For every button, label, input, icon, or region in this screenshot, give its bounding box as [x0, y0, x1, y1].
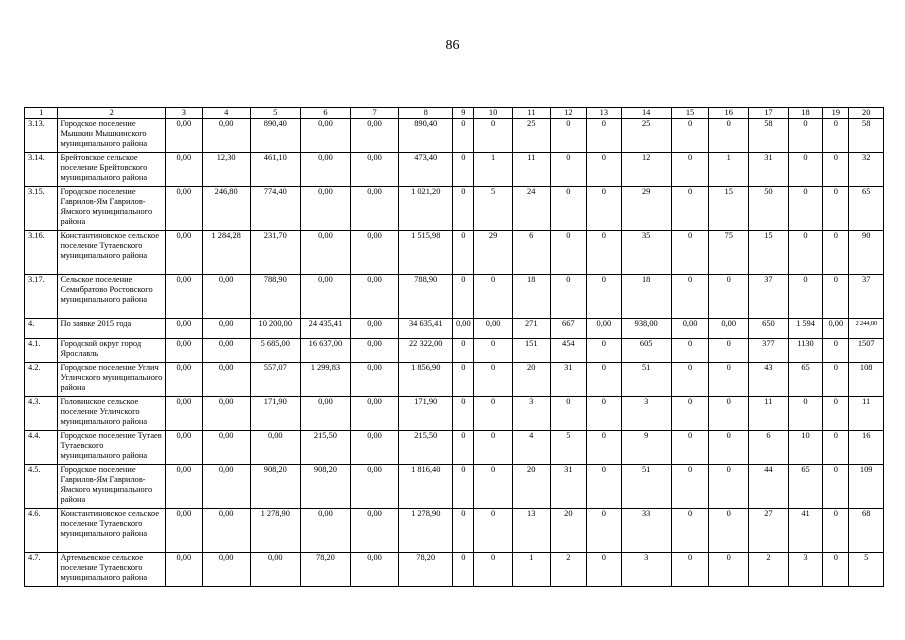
- table-cell: 0: [709, 465, 749, 509]
- table-cell: 0,00: [474, 319, 513, 339]
- table-cell: 0: [550, 231, 587, 275]
- table-cell: 16: [849, 431, 884, 465]
- table-cell: 6: [749, 431, 789, 465]
- table-cell: 0: [709, 363, 749, 397]
- table-cell: 0: [709, 275, 749, 319]
- table-cell: 0,00: [351, 153, 399, 187]
- table-cell: 29: [621, 187, 671, 231]
- table-cell: 0: [788, 397, 822, 431]
- header-row: [25, 108, 884, 119]
- table-cell: 0: [474, 465, 513, 509]
- table-cell: 37: [749, 275, 789, 319]
- row-number: 4.: [25, 319, 58, 339]
- table-cell: 2: [749, 553, 789, 587]
- table-cell: 58: [849, 119, 884, 153]
- table-cell: 2 244,00: [849, 319, 884, 339]
- table-cell: 31: [550, 465, 587, 509]
- table-cell: 215,50: [300, 431, 350, 465]
- table-cell: 20: [512, 363, 550, 397]
- settlement-name: Городское поселение Мышкин Мышкинского муниципального района: [58, 119, 166, 153]
- table-row: [25, 465, 884, 509]
- column-header: 18: [788, 108, 822, 119]
- table-cell: 0,00: [202, 339, 250, 363]
- table-cell: 0: [788, 275, 822, 319]
- table-row: [25, 187, 884, 231]
- table-cell: 0,00: [250, 431, 300, 465]
- table-cell: 0: [453, 153, 474, 187]
- table-cell: 0,00: [166, 275, 203, 319]
- table-row: [25, 153, 884, 187]
- table-cell: 377: [749, 339, 789, 363]
- settlement-name: Артемьевское сельское поселение Тутаевского муниципального района: [58, 553, 166, 587]
- table-cell: 0: [587, 275, 621, 319]
- table-cell: 0: [823, 275, 849, 319]
- table-row: [25, 553, 884, 587]
- table-cell: 75: [709, 231, 749, 275]
- table-cell: 0: [671, 339, 709, 363]
- table-cell: 0,00: [166, 553, 203, 587]
- table-cell: 2: [550, 553, 587, 587]
- table-cell: 0: [453, 339, 474, 363]
- table-cell: 37: [849, 275, 884, 319]
- settlement-name: Городское поселение Тутаев Тутаевского муниципального района: [58, 431, 166, 465]
- table-cell: 0: [550, 153, 587, 187]
- table-cell: 171,90: [250, 397, 300, 431]
- table-cell: 0,00: [351, 319, 399, 339]
- table-cell: 0,00: [709, 319, 749, 339]
- table-row: [25, 431, 884, 465]
- table-cell: 908,20: [300, 465, 350, 509]
- table-cell: 0,00: [166, 431, 203, 465]
- table-cell: 0,00: [166, 339, 203, 363]
- table-cell: 5: [474, 187, 513, 231]
- column-header: 5: [250, 108, 300, 119]
- table-cell: 0,00: [351, 397, 399, 431]
- table-row: [25, 509, 884, 553]
- table-cell: 78,20: [399, 553, 453, 587]
- table-cell: 0: [671, 509, 709, 553]
- table-cell: 0: [453, 187, 474, 231]
- settlement-name: Городской округ город Ярославль: [58, 339, 166, 363]
- table-cell: 1 278,90: [250, 509, 300, 553]
- table-cell: 0,00: [202, 319, 250, 339]
- table-cell: 0: [671, 363, 709, 397]
- settlement-name: Сельское поселение Семибратово Ростовского муниципального района: [58, 275, 166, 319]
- table-cell: 1 515,98: [399, 231, 453, 275]
- table-cell: 0: [453, 119, 474, 153]
- table-cell: 0: [709, 509, 749, 553]
- table-row: [25, 339, 884, 363]
- settlement-name: Головинское сельское поселение Угличского муниципального района: [58, 397, 166, 431]
- column-header: 17: [749, 108, 789, 119]
- row-number: 4.5.: [25, 465, 58, 509]
- table-cell: 1 594: [788, 319, 822, 339]
- table-cell: 0,00: [166, 465, 203, 509]
- table-row: [25, 397, 884, 431]
- table-cell: 0,00: [351, 275, 399, 319]
- table-cell: 0,00: [202, 431, 250, 465]
- table-cell: 246,80: [202, 187, 250, 231]
- row-number: 4.1.: [25, 339, 58, 363]
- table-cell: 0: [709, 397, 749, 431]
- row-number: 3.17.: [25, 275, 58, 319]
- page-number: 86: [445, 38, 460, 53]
- column-header: 7: [351, 108, 399, 119]
- table-cell: 0: [474, 431, 513, 465]
- table-cell: 0,00: [166, 509, 203, 553]
- table-cell: 0: [587, 509, 621, 553]
- table-cell: 65: [788, 363, 822, 397]
- table-cell: 0,00: [202, 119, 250, 153]
- table-cell: 1507: [849, 339, 884, 363]
- table-cell: 9: [621, 431, 671, 465]
- table-cell: 667: [550, 319, 587, 339]
- table-cell: 4: [512, 431, 550, 465]
- table-cell: 0,00: [453, 319, 474, 339]
- table-cell: 0,00: [202, 275, 250, 319]
- table-cell: 0: [709, 431, 749, 465]
- table-cell: 0: [474, 363, 513, 397]
- table-cell: 65: [849, 187, 884, 231]
- table-cell: 0: [671, 231, 709, 275]
- table-cell: 0: [671, 187, 709, 231]
- table-cell: 0: [550, 397, 587, 431]
- table-cell: 557,07: [250, 363, 300, 397]
- table-cell: 0: [474, 339, 513, 363]
- table-cell: 20: [512, 465, 550, 509]
- table-cell: 1 816,40: [399, 465, 453, 509]
- table-cell: 0: [587, 363, 621, 397]
- table-cell: 0: [587, 397, 621, 431]
- table-cell: 31: [749, 153, 789, 187]
- table-cell: 774,40: [250, 187, 300, 231]
- table-cell: 0: [671, 431, 709, 465]
- settlement-name: Константиновское сельское поселение Тутаевского муниципального района: [58, 509, 166, 553]
- table-row: [25, 319, 884, 339]
- column-header: 3: [166, 108, 203, 119]
- table-cell: 51: [621, 363, 671, 397]
- column-header: 12: [550, 108, 587, 119]
- table-cell: 0: [587, 119, 621, 153]
- table-cell: 0: [587, 187, 621, 231]
- table-cell: 22 322,00: [399, 339, 453, 363]
- table-cell: 34 635,41: [399, 319, 453, 339]
- table-cell: 0: [474, 509, 513, 553]
- table-cell: 68: [849, 509, 884, 553]
- table-cell: 18: [621, 275, 671, 319]
- table-cell: 65: [788, 465, 822, 509]
- table-cell: 0: [671, 553, 709, 587]
- table-cell: 0: [671, 465, 709, 509]
- column-header: 4: [202, 108, 250, 119]
- table-cell: 1130: [788, 339, 822, 363]
- column-header: 13: [587, 108, 621, 119]
- table-cell: 0: [587, 553, 621, 587]
- table-cell: 231,70: [250, 231, 300, 275]
- column-header: 1: [25, 108, 58, 119]
- table-cell: 15: [749, 231, 789, 275]
- table-cell: 0: [453, 509, 474, 553]
- table-cell: 10 200,00: [250, 319, 300, 339]
- table-cell: 25: [512, 119, 550, 153]
- table-cell: 461,10: [250, 153, 300, 187]
- table-cell: 0: [823, 119, 849, 153]
- table-cell: 1: [512, 553, 550, 587]
- table-cell: 0,00: [166, 119, 203, 153]
- table-cell: 0: [823, 431, 849, 465]
- table-cell: 5: [849, 553, 884, 587]
- table-cell: 41: [788, 509, 822, 553]
- table-cell: 0,00: [351, 465, 399, 509]
- table-cell: 938,00: [621, 319, 671, 339]
- table-cell: 0: [453, 231, 474, 275]
- table-cell: 788,90: [399, 275, 453, 319]
- table-cell: 1 856,90: [399, 363, 453, 397]
- column-header: 20: [849, 108, 884, 119]
- table-cell: 0: [823, 509, 849, 553]
- table-cell: 0: [823, 153, 849, 187]
- table-cell: 0: [788, 231, 822, 275]
- table-cell: 0: [823, 187, 849, 231]
- column-header: 8: [399, 108, 453, 119]
- table-cell: 0,00: [351, 231, 399, 275]
- table-cell: 0,00: [166, 397, 203, 431]
- table-cell: 0,00: [166, 153, 203, 187]
- table-cell: 0,00: [202, 397, 250, 431]
- column-header: 14: [621, 108, 671, 119]
- table-cell: 271: [512, 319, 550, 339]
- table-cell: 0,00: [166, 319, 203, 339]
- table-cell: 16 637,00: [300, 339, 350, 363]
- table-cell: 0: [788, 119, 822, 153]
- table-cell: 35: [621, 231, 671, 275]
- row-number: 4.6.: [25, 509, 58, 553]
- table-cell: 0: [823, 465, 849, 509]
- table-cell: 0: [788, 187, 822, 231]
- table-cell: 0,00: [351, 187, 399, 231]
- table-cell: 0,00: [351, 119, 399, 153]
- table-cell: 0: [453, 397, 474, 431]
- table-cell: 0,00: [250, 553, 300, 587]
- table-cell: 5: [550, 431, 587, 465]
- table-cell: 0,00: [300, 509, 350, 553]
- table-cell: 31: [550, 363, 587, 397]
- table-cell: 0,00: [300, 119, 350, 153]
- table-cell: 10: [788, 431, 822, 465]
- table-cell: 0: [474, 275, 513, 319]
- table-cell: 0,00: [823, 319, 849, 339]
- table-cell: 0,00: [351, 553, 399, 587]
- table-cell: 650: [749, 319, 789, 339]
- settlement-name: Константиновское сельское поселение Тутаевского муниципального района: [58, 231, 166, 275]
- table-cell: 0: [709, 553, 749, 587]
- row-number: 4.3.: [25, 397, 58, 431]
- table-cell: 13: [512, 509, 550, 553]
- table-cell: 3: [621, 553, 671, 587]
- table-cell: 0,00: [166, 231, 203, 275]
- table-cell: 0,00: [351, 339, 399, 363]
- table-cell: 454: [550, 339, 587, 363]
- table-cell: 0: [474, 397, 513, 431]
- table-row: [25, 119, 884, 153]
- table-cell: 0,00: [300, 275, 350, 319]
- table-cell: 0: [550, 119, 587, 153]
- table-cell: 605: [621, 339, 671, 363]
- table-cell: 11: [512, 153, 550, 187]
- table-cell: 215,50: [399, 431, 453, 465]
- table-cell: 0,00: [671, 319, 709, 339]
- table-cell: 890,40: [250, 119, 300, 153]
- table-cell: 788,90: [250, 275, 300, 319]
- column-header: 16: [709, 108, 749, 119]
- table-cell: 0,00: [166, 363, 203, 397]
- row-number: 4.7.: [25, 553, 58, 587]
- table-cell: 0: [474, 553, 513, 587]
- settlement-name: Городское поселение Углич Угличского муниципального района: [58, 363, 166, 397]
- table-cell: 0: [453, 431, 474, 465]
- table-cell: 5 685,00: [250, 339, 300, 363]
- table-cell: 0: [823, 553, 849, 587]
- column-header: 2: [58, 108, 166, 119]
- table-cell: 151: [512, 339, 550, 363]
- settlement-name: По заявке 2015 года: [58, 319, 166, 339]
- table-row: [25, 275, 884, 319]
- table-cell: 473,40: [399, 153, 453, 187]
- table-cell: 90: [849, 231, 884, 275]
- table-cell: 0: [709, 119, 749, 153]
- table-cell: 58: [749, 119, 789, 153]
- table-cell: 0: [671, 153, 709, 187]
- table-cell: 0,00: [300, 153, 350, 187]
- column-header: 6: [300, 108, 350, 119]
- row-number: 3.14.: [25, 153, 58, 187]
- table-row: [25, 231, 884, 275]
- table-cell: 0: [788, 153, 822, 187]
- table-cell: 0: [453, 553, 474, 587]
- table-cell: 3: [512, 397, 550, 431]
- table-cell: 0: [671, 119, 709, 153]
- table-cell: 27: [749, 509, 789, 553]
- table-cell: 0: [823, 397, 849, 431]
- table-cell: 0,00: [587, 319, 621, 339]
- table-cell: 51: [621, 465, 671, 509]
- table-cell: 15: [709, 187, 749, 231]
- table-cell: 24: [512, 187, 550, 231]
- table-cell: 12: [621, 153, 671, 187]
- table-cell: 0: [587, 231, 621, 275]
- table-cell: 32: [849, 153, 884, 187]
- table-cell: 0,00: [202, 509, 250, 553]
- table-cell: 6: [512, 231, 550, 275]
- column-header: 15: [671, 108, 709, 119]
- table-cell: 0,00: [351, 509, 399, 553]
- settlement-name: Городское поселение Гаврилов-Ям Гаврилов-Ямского муниципального района: [58, 187, 166, 231]
- table-cell: 0: [823, 363, 849, 397]
- column-header: 19: [823, 108, 849, 119]
- table-cell: 43: [749, 363, 789, 397]
- table-cell: 25: [621, 119, 671, 153]
- table-cell: 3: [621, 397, 671, 431]
- table-cell: 0: [587, 431, 621, 465]
- table-cell: 890,40: [399, 119, 453, 153]
- table-cell: 20: [550, 509, 587, 553]
- table-cell: 24 435,41: [300, 319, 350, 339]
- table-row: [25, 363, 884, 397]
- table-cell: 0: [587, 465, 621, 509]
- table-cell: 0: [474, 119, 513, 153]
- table-cell: 78,20: [300, 553, 350, 587]
- table-cell: 0,00: [202, 553, 250, 587]
- table-cell: 3: [788, 553, 822, 587]
- table-cell: 1 278,90: [399, 509, 453, 553]
- table-cell: 11: [749, 397, 789, 431]
- table-cell: 0: [453, 465, 474, 509]
- table-cell: 908,20: [250, 465, 300, 509]
- table-cell: 0,00: [300, 187, 350, 231]
- table-cell: 18: [512, 275, 550, 319]
- table-cell: 0,00: [202, 363, 250, 397]
- row-number: 4.2.: [25, 363, 58, 397]
- table-cell: 109: [849, 465, 884, 509]
- row-number: 3.13.: [25, 119, 58, 153]
- row-number: 3.16.: [25, 231, 58, 275]
- table-cell: 0,00: [300, 231, 350, 275]
- table-cell: 0: [671, 275, 709, 319]
- table-cell: 0,00: [166, 187, 203, 231]
- table-cell: 44: [749, 465, 789, 509]
- row-number: 3.15.: [25, 187, 58, 231]
- table-cell: 1 284,28: [202, 231, 250, 275]
- table-cell: 0: [587, 339, 621, 363]
- table-cell: 1: [709, 153, 749, 187]
- table-cell: 11: [849, 397, 884, 431]
- table-cell: 171,90: [399, 397, 453, 431]
- table-cell: 29: [474, 231, 513, 275]
- settlement-name: Брейтовское сельское поселение Брейтовского муниципального района: [58, 153, 166, 187]
- table-cell: 1: [474, 153, 513, 187]
- column-header: 11: [512, 108, 550, 119]
- table-cell: 108: [849, 363, 884, 397]
- column-header: 10: [474, 108, 513, 119]
- data-table: [24, 107, 884, 587]
- table-cell: 1 299,83: [300, 363, 350, 397]
- table-cell: 0: [453, 275, 474, 319]
- table-cell: 0: [823, 339, 849, 363]
- settlement-name: Городское поселение Гаврилов-Ям Гаврилов-Ямского муниципального района: [58, 465, 166, 509]
- table-cell: 0,00: [351, 431, 399, 465]
- table-cell: 0: [587, 153, 621, 187]
- table-cell: 0: [550, 275, 587, 319]
- table-cell: 1 021,20: [399, 187, 453, 231]
- table-cell: 0: [823, 231, 849, 275]
- table-cell: 0: [453, 363, 474, 397]
- table-cell: 0: [709, 339, 749, 363]
- column-header: 9: [453, 108, 474, 119]
- table-cell: 0,00: [300, 397, 350, 431]
- table-cell: 0: [550, 187, 587, 231]
- table-cell: 12,30: [202, 153, 250, 187]
- table-cell: 50: [749, 187, 789, 231]
- table-cell: 0,00: [351, 363, 399, 397]
- table-cell: 0,00: [202, 465, 250, 509]
- row-number: 4.4.: [25, 431, 58, 465]
- table-cell: 0: [671, 397, 709, 431]
- table-cell: 33: [621, 509, 671, 553]
